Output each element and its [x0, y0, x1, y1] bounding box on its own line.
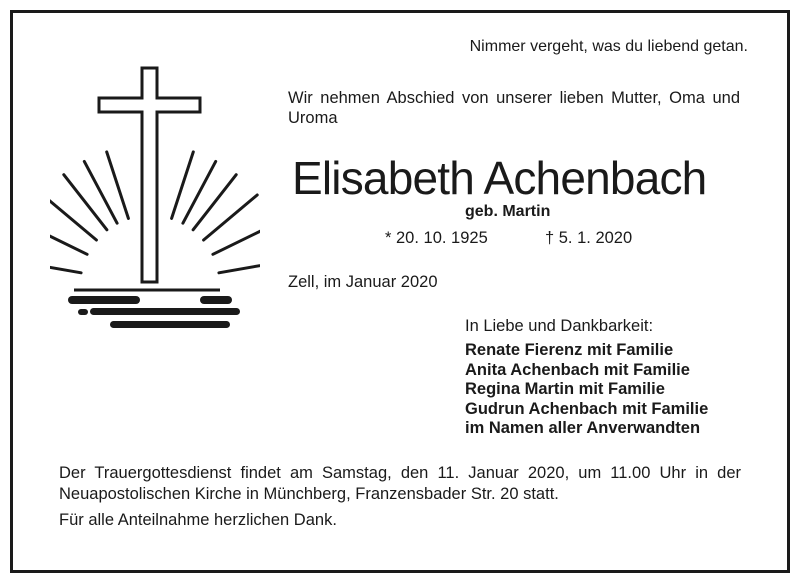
mourner: Regina Martin mit Familie: [465, 380, 665, 399]
mourner: im Namen aller Anverwandten: [465, 419, 701, 438]
cross-over-rising-sun-icon: [50, 60, 260, 340]
place-date: Zell, im Januar 2020: [288, 273, 438, 291]
mourner: Gudrun Achenbach mit Familie: [465, 399, 709, 418]
sun-ray: [50, 261, 81, 273]
closing-thanks: Für alle Anteilnahme herzlichen Dank.: [59, 511, 337, 529]
sun-ray: [204, 195, 258, 240]
deceased-name: Elisabeth Achenbach: [292, 152, 707, 204]
sun-ray: [219, 261, 260, 273]
mourner: Renate Fierenz mit Familie: [465, 341, 674, 359]
service-info: Der Trauergottesdienst findet am Samstag, den 11. Januar 2020, um 11.00 Uhr in der Neuapostolischen Kirche in Münchberg, Franzensbader Str. 20 statt.: [59, 464, 741, 503]
intro-text: Wir nehmen Abschied von unserer lieben Mutter, Oma und Uroma: [288, 89, 740, 127]
sun-ray: [64, 175, 107, 230]
maiden-name: geb. Martin: [465, 203, 551, 220]
thanks-heading: In Liebe und Dankbarkeit:: [465, 317, 654, 335]
sun-ray: [193, 175, 236, 230]
mourner: Anita Achenbach mit Familie: [465, 360, 690, 379]
death-date: † 5. 1. 2020: [545, 229, 633, 247]
mourners-list: [465, 341, 708, 439]
birth-date: * 20. 10. 1925: [385, 229, 488, 247]
sun-ray: [50, 195, 96, 240]
motto: Nimmer vergeht, was du liebend getan.: [469, 38, 748, 55]
